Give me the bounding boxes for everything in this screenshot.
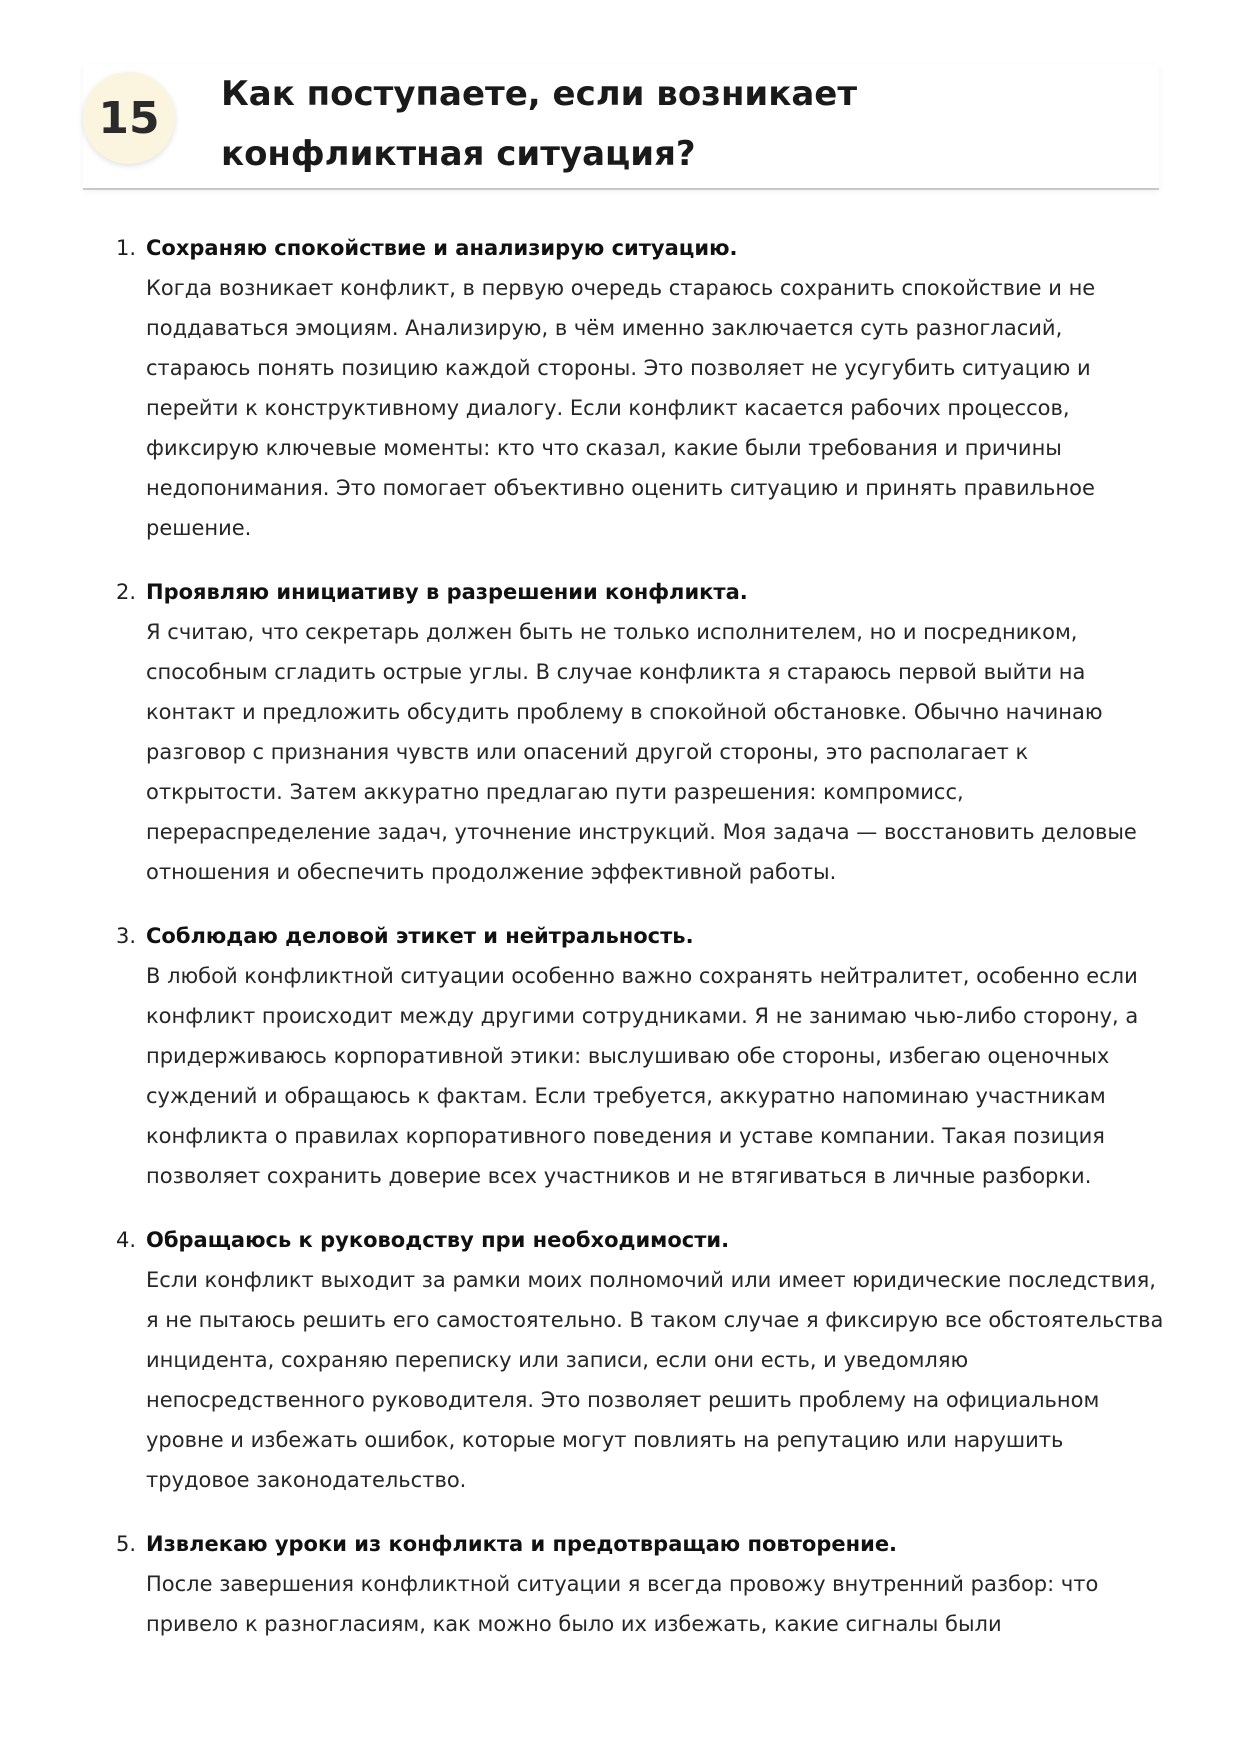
list-item-number: 2.: [116, 580, 137, 604]
list-item-heading: Обращаюсь к руководству при необходимости.: [146, 1228, 730, 1252]
list-item-number: 4.: [116, 1228, 137, 1252]
list-item: [116, 1220, 1166, 1500]
list-item: [116, 228, 1166, 548]
list-item-heading: Проявляю инициативу в разрешении конфликта.: [146, 580, 748, 604]
list-item-body: После завершения конфликтной ситуации я всегда провожу внутренний разбор: что привело к разногласиям, как можно было их избежать, какие сигналы были: [146, 1572, 1099, 1636]
list-item-body: Когда возникает конфликт, в первую очередь стараюсь сохранить спокойствие и не поддаваться эмоциям. Анализирую, в чём именно заключается суть разногласий, стараюсь понять позицию каждой стороны. Это позволяет не усугубить ситуацию и перейти к конструктивному диалогу. Если конфликт касается рабочих процессов, фиксирую ключевые моменты: кто что сказал, какие были требования и причины недопонимания. Это помогает объективно оценить ситуацию и принять правильное решение.: [146, 276, 1096, 540]
list-item: [116, 572, 1166, 892]
list-item-number: 1.: [116, 236, 137, 260]
question-number-badge: 15: [83, 72, 175, 164]
list-item-body: Я считаю, что секретарь должен быть не только исполнителем, но и посредником, способным сгладить острые углы. В случае конфликта я стараюсь первой выйти на контакт и предложить обсудить проблему в спокойной обстановке. Обычно начинаю разговор с признания чувств или опасений другой стороны, это располагает к открытости. Затем аккуратно предлагаю пути разрешения: компромисс, перераспределение задач, уточнение инструкций. Моя задача — восстановить деловые отношения и обеспечить продолжение эффективной работы.: [146, 620, 1137, 884]
list-item-heading: Сохраняю спокойствие и анализирую ситуацию.: [146, 236, 738, 260]
list-item-number: 3.: [116, 924, 137, 948]
list-item: [116, 916, 1166, 1196]
page-title: Как поступаете, если возникает конфликтная ситуация?: [221, 74, 858, 174]
list-item-number: 5.: [116, 1532, 137, 1556]
list-item-heading: Извлекаю уроки из конфликта и предотвращаю повторение.: [146, 1532, 898, 1556]
list-item-heading: Соблюдаю деловой этикет и нейтральность.: [146, 924, 694, 948]
list-item-body: Если конфликт выходит за рамки моих полномочий или имеет юридические последствия, я не пытаюсь решить его самостоятельно. В таком случае я фиксирую все обстоятельства инцидента, сохраняю переписку или записи, если они есть, и уведомляю непосредственного руководителя. Это позволяет решить проблему на официальном уровне и избежать ошибок, которые могут повлиять на репутацию или нарушить трудовое законодательство.: [146, 1268, 1164, 1492]
list-item-body: В любой конфликтной ситуации особенно важно сохранять нейтралитет, особенно если конфликт происходит между другими сотрудниками. Я не занимаю чью-либо сторону, а придерживаюсь корпоративной этики: выслушиваю обе стороны, избегаю оценочных суждений и обращаюсь к фактам. Если требуется, аккуратно напоминаю участникам конфликта о правилах корпоративного поведения и уставе компании. Такая позиция позволяет сохранить доверие всех участников и не втягиваться в личные разборки.: [146, 964, 1139, 1188]
answer-list: [116, 228, 1166, 1668]
question-header: [83, 64, 1159, 190]
list-item: [116, 1524, 1166, 1644]
